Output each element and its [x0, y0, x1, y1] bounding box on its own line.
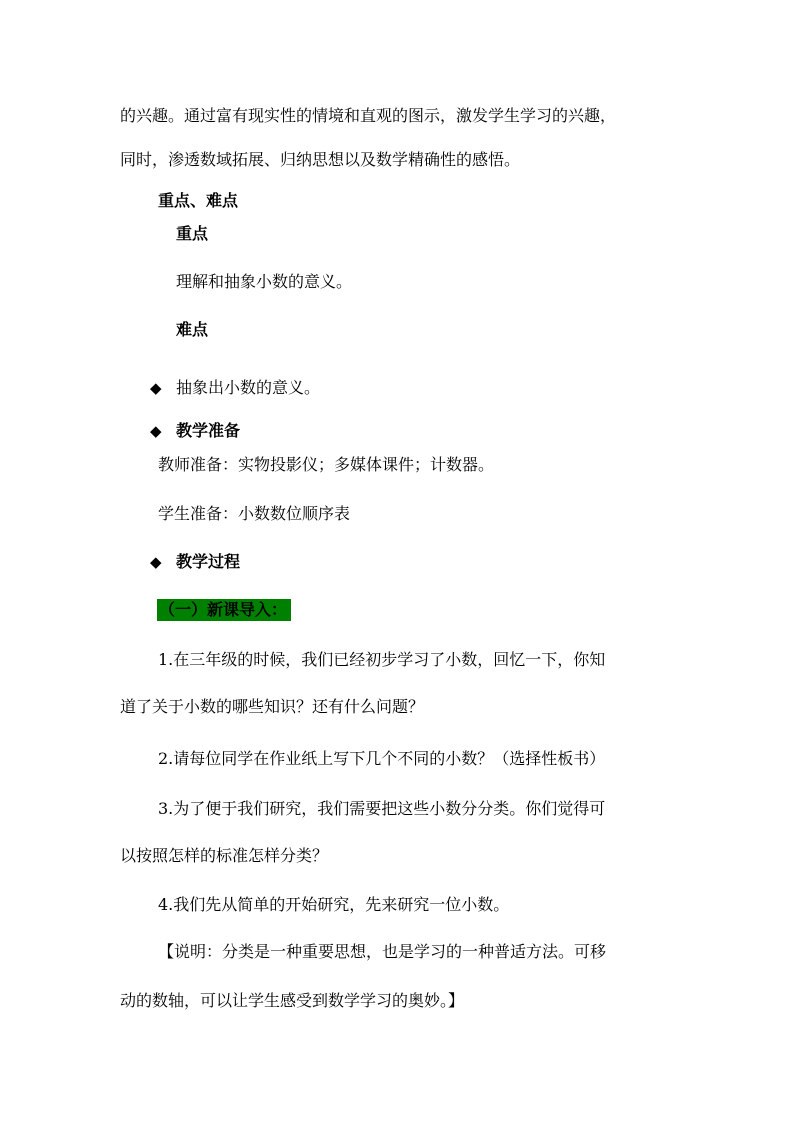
step-1-line-2: 道了关于小数的哪些知识？还有什么问题？ — [120, 697, 425, 716]
bullet-abstract-text: 抽象出小数的意义。 — [176, 378, 321, 397]
note-line-2: 动的数轴，可以让学生感受到数学学习的奥妙。】 — [120, 991, 465, 1010]
difficult-point-label: 难点 — [176, 320, 209, 339]
diamond-bullet-icon: ◆ — [150, 379, 162, 397]
key-points-heading: 重点、难点 — [158, 191, 239, 210]
prep-heading-text: 教学准备 — [176, 421, 241, 440]
process-heading-text: 教学过程 — [176, 552, 241, 571]
step-2: 2.请每位同学在作业纸上写下几个不同的小数？（选择性板书） — [158, 749, 606, 768]
bullet-abstract — [150, 378, 320, 398]
note-line-1: 【说明：分类是一种重要思想，也是学习的一种普适方法。可移 — [158, 942, 607, 961]
bullet-process-heading — [150, 552, 240, 572]
section-title-highlight: （一）新课导入： — [157, 599, 291, 621]
intro-line-2: 同时，渗透数域拓展、归纳思想以及数学精确性的感悟。 — [120, 150, 521, 169]
bullet-prep-heading — [150, 421, 240, 441]
step-3-line-2: 以按照怎样的标准怎样分类？ — [120, 846, 329, 865]
diamond-bullet-icon: ◆ — [150, 553, 162, 571]
teacher-prep: 教师准备：实物投影仪；多媒体课件；计数器。 — [158, 455, 495, 474]
step-3-line-1: 3.为了便于我们研究，我们需要把这些小数分分类。你们觉得可 — [158, 799, 606, 818]
diamond-bullet-icon: ◆ — [150, 422, 162, 440]
step-1-line-1: 1.在三年级的时候，我们已经初步学习了小数，回忆一下，你知 — [158, 650, 606, 669]
key-point-label: 重点 — [176, 224, 209, 243]
student-prep: 学生准备：小数数位顺序表 — [158, 504, 351, 523]
intro-line-1: 的兴趣。通过富有现实性的情境和直观的图示，激发学生学习的兴趣， — [120, 106, 617, 125]
key-point-text: 理解和抽象小数的意义。 — [176, 272, 353, 291]
step-4: 4.我们先从简单的开始研究，先来研究一位小数。 — [158, 895, 510, 914]
